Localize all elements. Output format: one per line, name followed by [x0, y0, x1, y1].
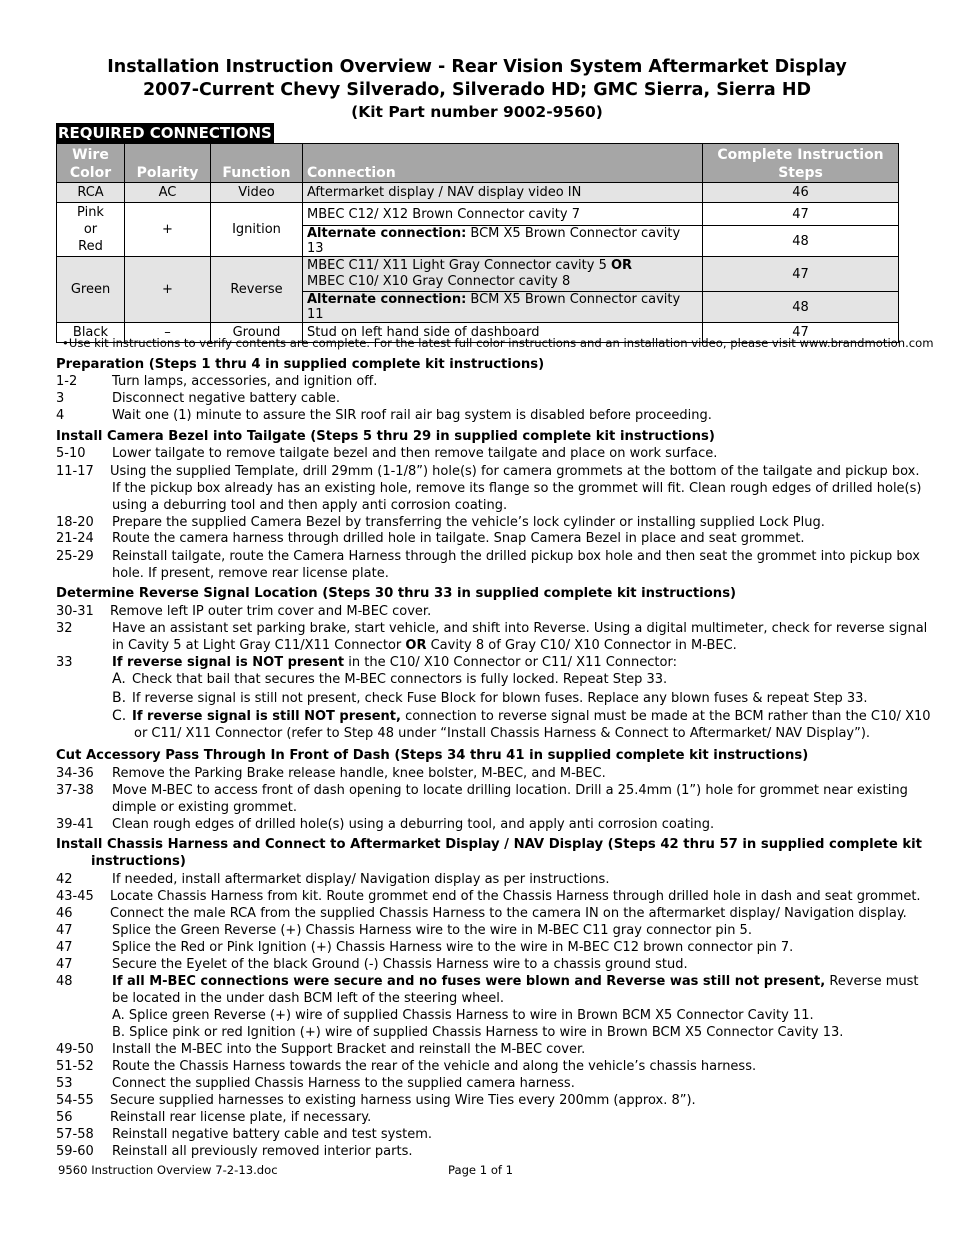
- step-text: using a deburring tool and then apply anti corrosion coating.: [112, 498, 508, 513]
- step-text: hole. If present, remove rear license plate.: [112, 566, 389, 581]
- step-number: 43-45: [56, 889, 94, 904]
- step-text-part: in the C10/ X10 Connector or C11/ X11 Connector:: [344, 655, 677, 670]
- step-text: Reinstall tailgate, route the Camera Harness through the drilled pickup box hole and then seat the grommet into pickup box: [112, 549, 920, 564]
- cell-wire: Black: [57, 323, 125, 343]
- sub-text: If reverse signal is still not present, check Fuse Block for blown fuses. Replace any blown fuses & repeat Step 33.: [132, 691, 868, 706]
- step-text: Wait one (1) minute to assure the SIR roof rail air bag system is disabled before proceeding.: [112, 408, 712, 423]
- connection-line-2: MBEC C10/ X10 Gray Connector cavity 8: [307, 274, 571, 289]
- cell-steps: 48: [703, 226, 899, 257]
- step-text: Remove left IP outer trim cover and M-BEC cover.: [110, 604, 432, 619]
- step-number: 37-38: [56, 783, 94, 798]
- cell-function: Video: [211, 183, 303, 203]
- cell-function: Reverse: [211, 257, 303, 323]
- section-title-dash: Cut Accessory Pass Through In Front of Dash (Steps 34 thru 41 in supplied complete kit instructions): [56, 748, 809, 763]
- step-text: Using the supplied Template, drill 29mm (1-1/8”) hole(s) for camera grommets at the bottom of the tailgate and pickup box.: [110, 464, 920, 479]
- sub-item-a: [112, 671, 667, 687]
- alt-connection-text: BCM X5 Brown Connector cavity 13: [307, 226, 681, 256]
- step-text-part: Reverse must: [825, 974, 919, 989]
- section-title-chassis-cont: instructions): [91, 854, 186, 869]
- step-text: Lower tailgate to remove tailgate bezel and then remove tailgate and place on work surface.: [112, 446, 718, 461]
- sub-letter: C.: [112, 708, 127, 724]
- required-connections-label: REQUIRED CONNECTIONS: [58, 124, 272, 142]
- cell-connection: [303, 226, 703, 257]
- cell-polarity: –: [125, 323, 211, 343]
- step-number: 49-50: [56, 1042, 94, 1057]
- step-number: 34-36: [56, 766, 94, 781]
- connections-table: [56, 143, 899, 343]
- step-number: 1-2: [56, 374, 78, 389]
- step-number: 39-41: [56, 817, 94, 832]
- step-text: be located in the under dash BCM left of the steering wheel.: [112, 991, 505, 1006]
- cell-wire: Green: [57, 257, 125, 323]
- table-row: [57, 183, 899, 203]
- step-text: Connect the supplied Chassis Harness to the supplied camera harness.: [112, 1076, 575, 1091]
- sub-item-c-cont: or C11/ X11 Connector (refer to Step 48 under “Install Chassis Harness & Connect to Aftermarket/ NAV Display”).: [134, 726, 871, 741]
- cell-steps: 47: [703, 323, 899, 343]
- cell-wire: RCA: [57, 183, 125, 203]
- step-text: A. Splice green Reverse (+) wire of supplied Chassis Harness to wire in Brown BCM X5 Connector Cavity 11.: [112, 1008, 814, 1023]
- wire-pink: Pink: [77, 205, 104, 220]
- step-text: Install the M-BEC into the Support Bracket and reinstall the M-BEC cover.: [112, 1042, 586, 1057]
- header-wire-color-line-1: Wire: [72, 147, 109, 163]
- step-number: 47: [56, 923, 73, 938]
- step-number: 56: [56, 1110, 73, 1125]
- step-number: 47: [56, 940, 73, 955]
- step-text-bold: If all M-BEC connections were secure and no fuses were blown and Reverse was still not present,: [112, 974, 826, 989]
- cell-wire: [57, 203, 125, 257]
- header-connection: Connection: [303, 144, 703, 183]
- sub-item-c: [112, 708, 931, 724]
- cell-connection: MBEC C12/ X12 Brown Connector cavity 7: [303, 203, 703, 226]
- step-number: 33: [56, 655, 73, 670]
- header-function: Function: [211, 144, 303, 183]
- step-text: Clean rough edges of drilled hole(s) using a deburring tool, and apply anti corrosion coating.: [112, 817, 715, 832]
- step-text: Secure supplied harnesses to existing harness using Wire Ties every 200mm (approx. 8”).: [110, 1093, 696, 1108]
- step-number: 11-17: [56, 464, 94, 479]
- step-text: Splice the Red or Pink Ignition (+) Chassis Harness wire to the wire in M-BEC C12 brown connector pin 7.: [112, 940, 794, 955]
- step-text: Turn lamps, accessories, and ignition off.: [112, 374, 378, 389]
- connection-text: MBEC C11/ X11 Light Gray Connector cavity 5: [307, 258, 611, 273]
- step-number: 18-20: [56, 515, 94, 530]
- step-number: 53: [56, 1076, 73, 1091]
- cell-polarity: AC: [125, 183, 211, 203]
- step-text: If needed, install aftermarket display/ Navigation display as per instructions.: [112, 872, 610, 887]
- sub-letter: A.: [112, 671, 126, 687]
- cell-steps: 46: [703, 183, 899, 203]
- step-text: Route the camera harness through drilled hole in tailgate. Snap Camera Bezel in place and seat grommet.: [112, 531, 805, 546]
- step-number: 4: [56, 408, 65, 423]
- step-text: If the pickup box already has an existing hole, remove its flange so the grommet will fit. Clean rough edges of drilled hole(s): [112, 481, 922, 496]
- cell-steps: 48: [703, 292, 899, 323]
- cell-function: Ignition: [211, 203, 303, 257]
- cell-connection: [303, 292, 703, 323]
- step-text: [112, 973, 919, 990]
- step-number: 25-29: [56, 549, 94, 564]
- footer-filename: 9560 Instruction Overview 7-2-13.doc: [58, 1163, 278, 1177]
- alt-connection-text: BCM X5 Brown Connector cavity 11: [307, 292, 681, 322]
- step-text-bold: If reverse signal is NOT present: [112, 655, 345, 670]
- table-row: [57, 203, 899, 226]
- step-number: 48: [56, 974, 73, 989]
- wire-or: or: [83, 222, 98, 237]
- cell-function: Ground: [211, 323, 303, 343]
- step-number: 42: [56, 872, 73, 887]
- alt-connection-label: Alternate connection:: [307, 292, 467, 307]
- cell-polarity: +: [125, 203, 211, 257]
- step-number: 21-24: [56, 531, 94, 546]
- step-text: Disconnect negative battery cable.: [112, 391, 341, 406]
- section-title-chassis: Install Chassis Harness and Connect to Aftermarket Display / NAV Display (Steps 42 thru 57 in supplied complete kit: [56, 837, 922, 852]
- header-polarity: Polarity: [125, 144, 211, 183]
- step-text: Connect the male RCA from the supplied Chassis Harness to the camera IN on the aftermarket display/ Navigation display.: [110, 906, 907, 921]
- step-number: 32: [56, 621, 73, 636]
- step-text: Secure the Eyelet of the black Ground (-) Chassis Harness wire to a chassis ground stud.: [112, 957, 688, 972]
- step-number: 46: [56, 906, 73, 921]
- header-steps-line-1: Complete Instruction: [717, 147, 884, 163]
- title-line-1: Installation Instruction Overview - Rear Vision System Aftermarket Display: [107, 57, 847, 77]
- step-text: B. Splice pink or red Ignition (+) wire of supplied Chassis Harness to wire in Brown BCM X5 Connector Cavity 13.: [112, 1025, 844, 1040]
- step-text-part: in Cavity 5 at Light Gray C11/X11 Connector: [112, 638, 406, 653]
- step-number: 47: [56, 957, 73, 972]
- step-number: 59-60: [56, 1144, 94, 1159]
- step-text: Move M-BEC to access front of dash opening to locate drilling location. Drill a 25.4mm (1”) hole for grommet near existing: [112, 783, 908, 798]
- step-number: 51-52: [56, 1059, 94, 1074]
- step-text-part: Cavity 8 of Gray C10/ X10 Connector in M-BEC.: [426, 638, 737, 653]
- cell-connection: [303, 257, 703, 292]
- step-text-or: OR: [405, 638, 427, 653]
- title-line-2: 2007-Current Chevy Silverado, Silverado HD; GMC Sierra, Sierra HD: [142, 80, 812, 100]
- header-wire-color: [57, 144, 125, 183]
- step-text: [112, 654, 677, 671]
- step-text: Reinstall rear license plate, if necessary.: [110, 1110, 372, 1125]
- step-text: Reinstall negative battery cable and test system.: [112, 1127, 432, 1142]
- section-title-preparation: Preparation (Steps 1 thru 4 in supplied complete kit instructions): [56, 357, 545, 372]
- step-text: Have an assistant set parking brake, start vehicle, and shift into Reverse. Using a digital multimeter, check for reverse signal: [112, 621, 928, 636]
- step-text: [112, 637, 737, 654]
- step-text: Locate Chassis Harness from kit. Route grommet end of the Chassis Harness through drilled hole in dash and seat grommet.: [110, 889, 921, 904]
- step-text: Splice the Green Reverse (+) Chassis Harness wire to the wire in M-BEC C11 gray connector pin 5.: [112, 923, 752, 938]
- cell-polarity: +: [125, 257, 211, 323]
- connection-or: OR: [610, 258, 633, 273]
- footer-page-number: Page 1 of 1: [448, 1163, 514, 1177]
- step-text: Route the Chassis Harness towards the rear of the vehicle and along the vehicle’s chassis harness.: [112, 1059, 757, 1074]
- step-text: Prepare the supplied Camera Bezel by transferring the vehicle’s lock cylinder or installing supplied Lock Plug.: [112, 515, 825, 530]
- step-number: 3: [56, 391, 65, 406]
- header-steps: [703, 144, 899, 183]
- wire-red: Red: [78, 239, 103, 254]
- table-row: [57, 257, 899, 292]
- table-header-row: [57, 144, 899, 183]
- kit-note: •Use kit instructions to verify contents are complete. For the latest full color instructions and an installation video, please visit www.brandmotion.com: [62, 336, 934, 350]
- sub-text: Check that bail that secures the M-BEC connectors is fully locked. Repeat Step 33.: [132, 672, 668, 687]
- step-text: Reinstall all previously removed interior parts.: [112, 1144, 413, 1159]
- cell-steps: 47: [703, 257, 899, 292]
- cell-steps: 47: [703, 203, 899, 226]
- step-number: 57-58: [56, 1127, 94, 1142]
- step-text: dimple or existing grommet.: [112, 800, 297, 815]
- sub-text-bold: If reverse signal is still NOT present,: [132, 709, 401, 724]
- header-wire-color-line-2: Color: [69, 165, 112, 181]
- connection-line-1: [307, 258, 698, 274]
- step-text: Remove the Parking Brake release handle, knee bolster, M-BEC, and M-BEC.: [112, 766, 606, 781]
- sub-item-b: [112, 690, 868, 706]
- cell-connection: Stud on left hand side of dashboard: [303, 323, 703, 343]
- title-line-3: (Kit Part number 9002-9560): [351, 103, 603, 121]
- header-steps-line-2: Steps: [778, 165, 823, 181]
- cell-connection: Aftermarket display / NAV display video IN: [303, 183, 703, 203]
- step-number: 30-31: [56, 604, 94, 619]
- alt-connection-label: Alternate connection:: [307, 226, 467, 241]
- sub-text: connection to reverse signal must be made at the BCM rather than the C10/ X10: [400, 709, 931, 724]
- step-number: 5-10: [56, 446, 86, 461]
- section-title-camera-bezel: Install Camera Bezel into Tailgate (Steps 5 thru 29 in supplied complete kit instructions): [56, 429, 715, 444]
- section-title-reverse-signal: Determine Reverse Signal Location (Steps 30 thru 33 in supplied complete kit instructions): [56, 586, 737, 601]
- step-number: 54-55: [56, 1093, 94, 1108]
- sub-letter: B.: [112, 690, 127, 706]
